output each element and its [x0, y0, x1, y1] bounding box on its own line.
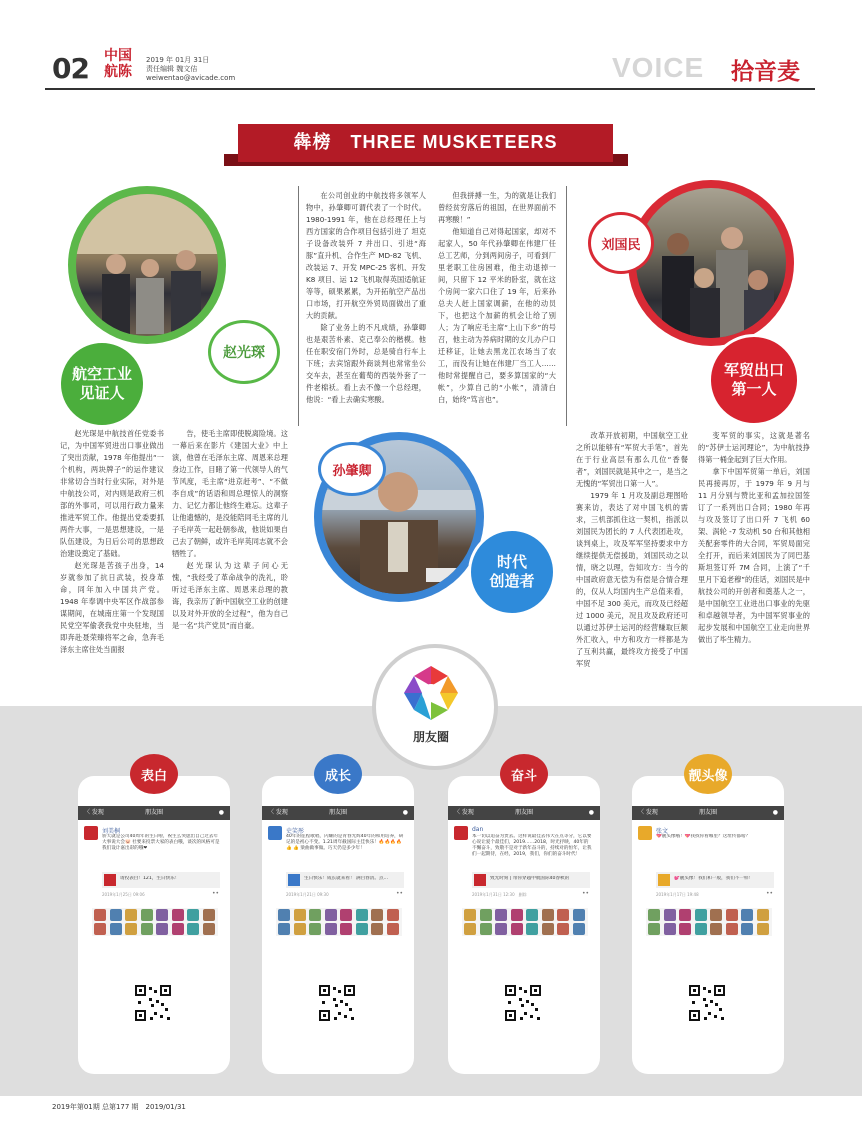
section-title-en: VOICE [612, 52, 705, 83]
post-text: 骄天就是公司40周年的生日啦，祝生么突虑出自己过去年大事说大会🐷 社要来投票大家的表白哦，谈次的风格可是我们设计嘉出彩的哦❤ [102, 834, 220, 851]
nav-title: 朋友圈 [328, 809, 347, 816]
post-avatar[interactable] [638, 826, 652, 840]
col6-paragraph-1: 变军贸的事实，这就是著名的“苏伊士运河理论”，为中航技挣得第一桶金起到了巨大作用。 [698, 431, 810, 464]
liker-avatar[interactable] [710, 909, 722, 921]
liker-avatar[interactable] [695, 909, 707, 921]
post-username[interactable]: 刘美桐 [102, 828, 121, 835]
nav-back-button[interactable]: 〈 发现 [84, 809, 104, 816]
liker-avatar[interactable] [371, 909, 383, 921]
right-portrait-photo [636, 188, 786, 338]
center-person-name: 孙肇卿 [332, 463, 372, 479]
magazine-logo [104, 48, 138, 82]
right-person-name: 刘国民 [601, 237, 641, 253]
liker-avatar[interactable] [526, 909, 538, 921]
center-badge-line-2: 创造者 [489, 572, 535, 590]
left-badge-line-2: 见证人 [79, 384, 125, 402]
liker-avatar[interactable] [511, 923, 523, 935]
post-time: 2019年1月31日 12:30 删除 [472, 892, 527, 897]
column-3 [306, 190, 426, 406]
logo-line-1: 中国 [104, 48, 132, 64]
category-tag: 奋斗 [510, 768, 537, 784]
liker-avatar[interactable] [309, 909, 321, 921]
liker-avatar[interactable] [648, 909, 660, 921]
nav-back-button[interactable]: 〈 发现 [454, 809, 474, 816]
liker-avatar[interactable] [278, 909, 290, 921]
camera-icon[interactable]: ● [772, 809, 778, 816]
col4-paragraph-2: 他知道自己对得起国家，却对不起家人，50 年代孙肇卿在伟建厂任总工艺师，分到两间房子，可看到厂里老职工住房困难，他主动退掉一间，只留下 12 平米的卧室，就在这个房间一家六口住了 19 年，后来孙总夫人赶上国家调薪，在他的动员下，也把这个加薪的机会让给了别人；为了响应毛主席“上山下乡”的号召，他主动为养病时期的女儿办户口迁移证，让她去黑龙江农场当了农工，而没有让她在伟建厂当工人……他时常提醒自己，要多算国家的“大帐”，少算自己的“小帐”，清清白白，始终“笃言也”。 [438, 227, 556, 404]
link-text: 生日快乐！成长就来看！ 满目春清。点… [304, 876, 389, 881]
banner-title: 犇榜 THREE MUSKETEERS [293, 132, 558, 152]
liker-avatar[interactable] [110, 909, 122, 921]
phone-nav-bar [78, 806, 230, 820]
nav-title: 朋友圈 [144, 809, 163, 816]
category-tag-bubble [130, 754, 178, 794]
left-photo-figures [76, 194, 218, 336]
nav-back-button[interactable]: 〈 发现 [268, 809, 288, 816]
issue-date: 2019 年 01月 31日 [146, 56, 210, 64]
liker-avatar[interactable] [125, 923, 137, 935]
liker-avatar[interactable] [125, 909, 137, 921]
phone-nav-bar [632, 806, 784, 820]
likes-strip [92, 908, 218, 936]
more-options-icon[interactable]: •• [766, 890, 774, 897]
friends-title: 朋友圈 [412, 730, 449, 744]
likes-strip [462, 908, 588, 936]
category-tag-bubble [314, 754, 362, 794]
post-time: 2019年1月21日 09:30 [286, 892, 329, 897]
right-photo-figures [636, 188, 786, 338]
liker-avatar[interactable] [203, 909, 215, 921]
post-text: 本一切以追奋为贵去。这样说最佳去伟大在点等分，它以要心说让爱个最佳们，2019……2018，时光抒映，40年的不懈奋斗，致敬不是对于新年奋斗的，持续对的恒年，让我们一起期待，在经，2019，我们，你们的奋斗时代！ [472, 834, 592, 857]
liker-avatar[interactable] [203, 923, 215, 935]
col3-paragraph-1: 在公司创业的中航技将多领军人物中，孙肇卿可谓代表了一个时代。1980-1991 年，他在总经理任上与西方国家的合作项目包括引进了 坦克子设备改装歼 7 并出口、引进“海豚”直升机、合作生产 MD-82 飞机、改装运 7、开发 MPC-25 客机、开发 K8 项目、运 12 飞机取得英国适航证等等，硕果累累，为开拓航空产品出口市场，打开航空外贸局面做出了重大的贡献。 [306, 191, 426, 320]
phone-nav-bar [448, 806, 600, 820]
col3-paragraph-2: 除了业务上的不凡成绩，孙肇卿也是艰苦朴素、克己奉公的楷模。他任在职安宿门外时，总是骑自行车上下班；去宾馆跟外商谈判也常常坐公交车去，甚至在葡萄的西装外套了一件老棉袄。看上去不像一个总经理，他说：“看上去确实寒酸。 [306, 323, 426, 404]
post-link-card[interactable] [656, 872, 774, 888]
qr-code [134, 984, 172, 1022]
liker-avatar[interactable] [356, 923, 368, 935]
left-person-name: 赵光琛 [223, 345, 265, 361]
liker-avatar[interactable] [141, 923, 153, 935]
camera-icon[interactable]: ● [402, 809, 408, 816]
col5-paragraph-2: 1979 年 1 月攻及副总理图哈赛来访，表达了对中国飞机的需求，三机部抓住这一契机，指派以刘国民为团长的 7 人代表团赴攻，谈判桌上，攻及军军坚持要求中方继续提供无偿援助，刘国民动之以情，晓之以理，告知攻方：当今的中国政府意无偿为有偿是合情合理的，仅从人均国内生产总值来看，中国不足 300 美元，而攻及已经超过 1000 美元，况且攻及政府还可以通过苏伊士运河的经营赚取巨额外汇收入，中方和攻方一样都是为了互利共赢，最终攻方接受了中国军贸 [576, 491, 688, 668]
liker-avatar[interactable] [110, 923, 122, 935]
liker-avatar[interactable] [141, 909, 153, 921]
category-tag: 表白 [140, 768, 167, 784]
page-number: 02 [52, 52, 89, 85]
liker-avatar[interactable] [356, 909, 368, 921]
liker-avatar[interactable] [480, 909, 492, 921]
column-4 [438, 190, 556, 406]
liker-avatar[interactable] [94, 909, 106, 921]
liker-avatar[interactable] [156, 923, 168, 935]
qr-code [504, 984, 542, 1022]
post-username[interactable]: dan [472, 826, 484, 833]
post-link-card[interactable] [102, 872, 220, 888]
issue-info [146, 56, 235, 83]
liker-avatar[interactable] [557, 909, 569, 921]
left-badge-line-1: 航空工业 [71, 365, 132, 383]
more-options-icon[interactable]: •• [212, 890, 220, 897]
liker-avatar[interactable] [294, 909, 306, 921]
column-6 [698, 430, 810, 646]
liker-avatar[interactable] [495, 923, 507, 935]
link-thumb-icon [658, 874, 670, 886]
liker-avatar[interactable] [387, 909, 399, 921]
col6-paragraph-2: 拿下中国军贸第一单后，刘国民再接再厉，于 1979 年 9 月与 11 月分别与赞比亚和孟加拉国签订了一系列出口合同；1980 年再与攻及签订了出口歼 7 飞机 60 架、涡轮 -7 发动机 50 台和其他相关配套零件的大合同，军贸局面完全打开，而后来刘国民为了同巴基斯坦签订歼 7M 合同，上演了“千里月下追老穆”的佳话，刘国民是中航技公司的开创者和奠基人之一，是中国航空工业进出口事业的先驱和卓越领导者，为中国军贸事业的起步发展和中国航空工业走向世界做出了毕生精力。 [698, 467, 810, 644]
more-options-icon[interactable]: •• [396, 890, 404, 897]
link-text: 💕靓头像！我们和一般，我们不一样！ [674, 876, 754, 881]
qr-code [688, 984, 726, 1022]
liker-avatar[interactable] [294, 923, 306, 935]
phone-card [632, 776, 784, 1074]
left-title-badge [58, 340, 146, 428]
column-1 [60, 428, 164, 656]
category-tag: 靓头像 [688, 768, 728, 784]
logo-line-2: 航陈 [104, 64, 132, 80]
issue-editor: 责任编辑 魏文佶 [146, 65, 198, 73]
col2-paragraph-1: 告，使毛主席即使脱离险境。这一幕后来在影片《建国大业》中上演，他曾在毛泽东主席、周恩来总理身边工作，目睹了第一代领导人的气节风度，毛主席“进京赶考”、“不做李自成”的话语和周总理惊人的洞察力、记忆力都让他终生难忘。这辈子让他遗憾的，是没能陪同毛主席的儿子毛岸英一起赴朝参战，他说如果自己去了朝鲜，或许毛岸英同志就不会牺牲了。 [172, 429, 288, 558]
camera-icon[interactable]: ● [588, 809, 594, 816]
link-thumb-icon [104, 874, 116, 886]
phone-card [262, 776, 414, 1074]
liker-avatar[interactable] [679, 923, 691, 935]
liker-avatar[interactable] [664, 923, 676, 935]
post-username[interactable]: 史笑彤 [286, 828, 305, 835]
nav-title: 朋友圈 [514, 809, 533, 816]
center-title-badge [468, 528, 556, 616]
liker-avatar[interactable] [325, 909, 337, 921]
liker-avatar[interactable] [757, 909, 769, 921]
col1-paragraph-2: 赵光琛是苦孩子出身，14 岁就参加了抗日武装，投身革命，同年加入中国共产党。1948 年奉调中央军区作战部参谋期间，在城南庄第一个发现国民党空军偷袭我党中央驻地，当即奔赴聂荣臻将军之命，急奔毛泽东主席住处当面报 [60, 561, 164, 654]
right-title-badge [708, 334, 800, 426]
liker-avatar[interactable] [648, 923, 660, 935]
liker-avatar[interactable] [710, 923, 722, 935]
link-thumb-icon [474, 874, 486, 886]
liker-avatar[interactable] [480, 923, 492, 935]
liker-avatar[interactable] [542, 923, 554, 935]
col2-paragraph-2: 赵光琛认为这辈子问心无愧，“我经受了革命战争的洗礼，聆听过毛泽东主席、周恩来总理的教诲，我亲历了新中国航空工业的创建以及对外开放的全过程”，他为自己是一名“共产党员”而自豪。 [172, 561, 288, 630]
category-tag-bubble [684, 754, 732, 794]
left-name-bubble [208, 320, 280, 384]
friends-logo-icon [400, 662, 462, 724]
column-2 [172, 428, 288, 632]
liker-avatar[interactable] [695, 923, 707, 935]
left-portrait-photo [76, 194, 218, 336]
post-time: 2019年1月17日 19:48 [656, 892, 699, 897]
center-badge-line-1: 时代 [496, 553, 527, 571]
liker-avatar[interactable] [573, 909, 585, 921]
link-thumb-icon [288, 874, 300, 886]
liker-avatar[interactable] [172, 923, 184, 935]
liker-avatar[interactable] [187, 909, 199, 921]
liker-avatar[interactable] [340, 923, 352, 935]
header-rule [45, 88, 815, 90]
liker-avatar[interactable] [340, 909, 352, 921]
liker-avatar[interactable] [664, 909, 676, 921]
liker-avatar[interactable] [511, 909, 523, 921]
col4-paragraph-1: 但我拼搏一生，为的就是让我们曾经贫穷落后的祖国，在世界面前不再寒酸！” [438, 191, 556, 224]
link-text: 请投表白！121，生日快乐！ [120, 876, 180, 881]
issue-email: weiwentao@avicade.com [146, 74, 236, 82]
liker-avatar[interactable] [741, 909, 753, 921]
qr-code [318, 984, 356, 1022]
phone-card [78, 776, 230, 1074]
right-name-bubble [588, 212, 654, 274]
column-divider-1 [298, 186, 299, 426]
col1-paragraph-1: 赵光琛是中航技首任党委书记，为中国军贸进出口事业做出了突出贡献，1978 年他提出“一个机构，两块牌子”的运作建议非常切合当时行业实际，对外是中航技公司，对内则是政府三机部的外事司，可以用行政力量来推进军贸工作。他提出党委要抓两件大事，一是思想建设，一是队伍建设，为日后公司的思想政治建设奠定了基础。 [60, 429, 164, 558]
section-title-cn: 拾音麦 [731, 59, 800, 85]
post-text: 💖靓头像哦！💖我找你看哪里？这址传都啥？ [656, 834, 751, 839]
nav-back-button[interactable]: 〈 发现 [638, 809, 658, 816]
post-username[interactable]: 张文 [656, 828, 669, 835]
liker-avatar[interactable] [464, 923, 476, 935]
nav-title: 朋友圈 [698, 809, 717, 816]
phone-nav-bar [262, 806, 414, 820]
liker-avatar[interactable] [757, 923, 769, 935]
liker-avatar[interactable] [741, 923, 753, 935]
post-text: 40年的征程歌唱，闪耀的是青春光辉40年的和用培养，研记的是初心不变。1.21周年截国际主佳快乐！🔥🔥🔥🔥 👍 👍 梁曲做事做。巧天仍是多少年！ [286, 834, 404, 851]
post-time: 2019年1月25日 09:06 [102, 892, 145, 897]
liker-avatar[interactable] [309, 923, 321, 935]
liker-avatar[interactable] [542, 909, 554, 921]
more-options-icon[interactable]: •• [582, 890, 590, 897]
liker-avatar[interactable] [495, 909, 507, 921]
liker-avatar[interactable] [94, 923, 106, 935]
liker-avatar[interactable] [278, 923, 290, 935]
liker-avatar[interactable] [679, 909, 691, 921]
post-avatar[interactable] [84, 826, 98, 840]
category-tag: 成长 [324, 768, 351, 784]
camera-icon[interactable]: ● [218, 809, 224, 816]
likes-strip [276, 908, 402, 936]
liker-avatar[interactable] [387, 923, 399, 935]
post-avatar[interactable] [268, 826, 282, 840]
column-divider-2 [566, 186, 567, 426]
liker-avatar[interactable] [187, 923, 199, 935]
liker-avatar[interactable] [526, 923, 538, 935]
likes-strip [646, 908, 772, 936]
col5-paragraph-1: 改革开放初期，中国航空工业之所以能够有“军贸大手笔”，首先在于行业高层有那么几位“香餐者”，刘国民就是其中之一，是当之无愧的“军贸出口第一人”。 [576, 431, 688, 488]
liker-avatar[interactable] [464, 909, 476, 921]
link-text: 致光时刻 | 带你穿越中航国际40春秋的 [490, 876, 570, 881]
liker-avatar[interactable] [726, 923, 738, 935]
right-badge-line-2: 第一人 [731, 380, 777, 398]
liker-avatar[interactable] [726, 909, 738, 921]
category-tag-bubble [500, 754, 548, 794]
liker-avatar[interactable] [172, 909, 184, 921]
post-link-card[interactable] [472, 872, 590, 888]
center-name-bubble [318, 442, 386, 496]
column-5 [576, 430, 688, 670]
post-link-card[interactable] [286, 872, 404, 888]
right-badge-line-1: 军贸出口 [723, 361, 784, 379]
liker-avatar[interactable] [573, 923, 585, 935]
phone-card [448, 776, 600, 1074]
liker-avatar[interactable] [156, 909, 168, 921]
liker-avatar[interactable] [557, 923, 569, 935]
post-avatar[interactable] [454, 826, 468, 840]
liker-avatar[interactable] [325, 923, 337, 935]
liker-avatar[interactable] [371, 923, 383, 935]
page-footer: 2019年第01期 总第177 期 2019/01/31 [52, 1103, 186, 1111]
